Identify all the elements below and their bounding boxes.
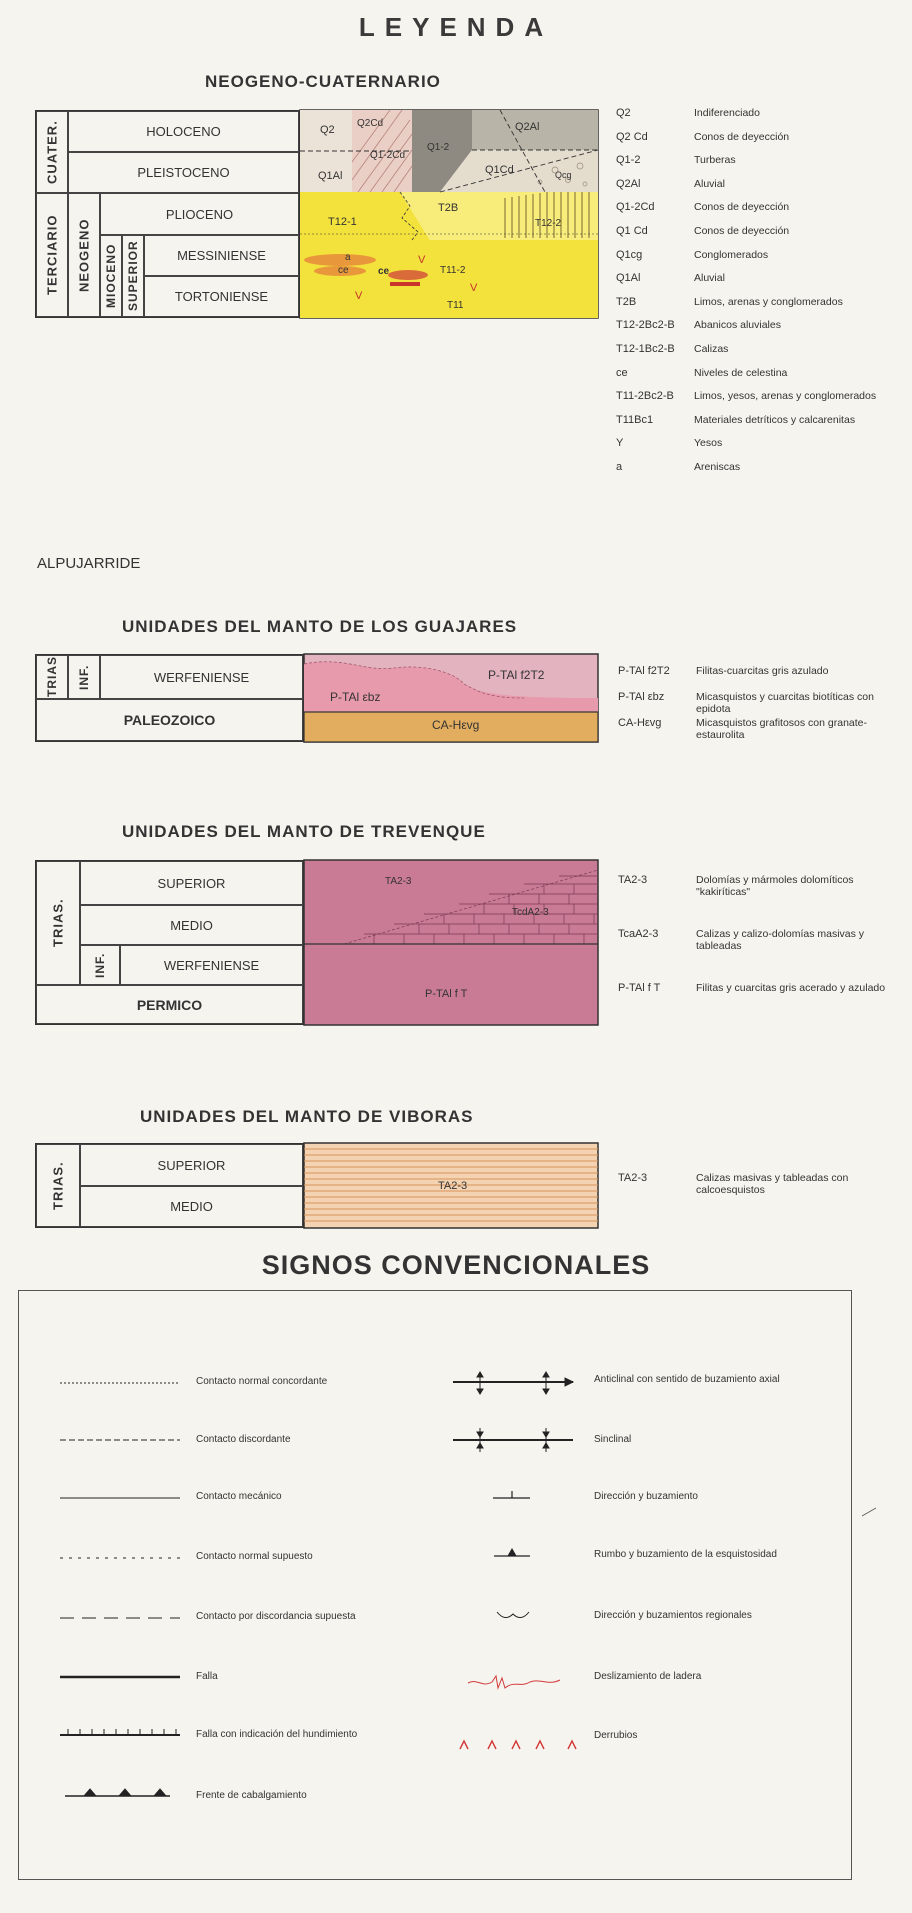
trevenque-superior: SUPERIOR [80, 861, 303, 905]
map-label-yesos-3: V [355, 290, 363, 302]
trevenque-inf: INF. [80, 945, 120, 985]
sym-sinclinal [453, 1428, 573, 1452]
trevenque-medio: MEDIO [80, 905, 303, 945]
map-label-ce-2: ce [378, 266, 390, 277]
neogeno-heading: NEOGENO-CUATERNARIO [205, 72, 441, 91]
signos-right-label: Sinclinal [594, 1434, 632, 1445]
guajares-paleozoico: PALEOZOICO [36, 699, 303, 741]
map-label-q2cd: Q2Cd [357, 118, 384, 129]
signos-right-label: Derrubios [594, 1730, 638, 1741]
neogeno-legend-text: Calizas [694, 343, 729, 355]
neogeno-legend-text: Yesos [694, 437, 723, 450]
trevenque-legend-text: Calizas y calizo-dolomías masivas y tableadas [696, 928, 865, 952]
trevenque-map-label-ptf: P-TAl f T [425, 988, 468, 1000]
viboras-trias: TRIAS. [36, 1144, 80, 1227]
neogeno-legend-text: Aluvial [694, 177, 725, 190]
neogeno-legend-symbol: T2B [616, 295, 637, 308]
map-label-t11: T11 [447, 300, 464, 311]
signos-right-label: Dirección y buzamiento [594, 1491, 698, 1502]
neogeno-legend-symbol: T11-2Bc2-B [616, 390, 674, 403]
signos-right-label: Dirección y buzamientos regionales [594, 1610, 752, 1621]
epoch-mioceno: MIOCENO [100, 235, 122, 317]
map-label-yesos-2: V [470, 282, 478, 294]
neogeno-legend-symbol: T11Bc1 [616, 413, 654, 426]
map-label-t2b: T2B [438, 202, 459, 214]
guajares-inf: INF. [68, 655, 100, 699]
alpujarride-label: ALPUJARRIDE [37, 555, 141, 572]
sym-frente-cabalgamiento [65, 1789, 170, 1796]
viboras-map-label: TA2-3 [438, 1180, 468, 1192]
guajares-map-label-ca: CA-Hεvg [432, 718, 480, 732]
neogeno-legend-symbol: Q1-2 [616, 154, 641, 167]
map-label-q2al: Q2Al [515, 121, 540, 133]
subepoch-superior: SUPERIOR [122, 235, 144, 317]
viboras-legend-text: Calizas masivas y tableadas con calcoesquistos [696, 1172, 849, 1196]
viboras-superior: SUPERIOR [80, 1144, 303, 1186]
map-label-a: a [345, 252, 351, 263]
map-label-ce: ce [338, 265, 349, 276]
neogeno-legend-text: Conglomerados [694, 248, 769, 261]
signos-right-label: Rumbo y buzamiento de la esquistosidad [594, 1549, 777, 1560]
sym-direccion-buzamiento [493, 1491, 530, 1498]
map-label-t12-2: T12-2 [535, 218, 562, 229]
neogeno-legend-symbol: Q1Al [616, 272, 641, 285]
trevenque-map-label-ta: TA2-3 [385, 876, 412, 887]
signos-right-label: Anticlinal con sentido de buzamiento axial [594, 1374, 780, 1385]
map-label-qcg: Qcg [555, 170, 572, 180]
trevenque-legend-text: Dolomías y mármoles dolomíticos "kakiríticas" [696, 874, 854, 898]
signos-left-label: Contacto discordante [196, 1434, 291, 1445]
guajares-legend-text: Micasquistos grafitosos con granate-estaurolita [696, 717, 867, 741]
guajares-werfeniense: WERFENIENSE [100, 655, 303, 699]
guajares-map-label-ptebz: P-TAl εbz [330, 690, 381, 704]
neogeno-legend-text: Conos de deyección [694, 225, 790, 237]
viboras-medio: MEDIO [80, 1186, 303, 1227]
guajares-legend-symbol: P-TAl εbz [618, 691, 665, 703]
trevenque-legend-symbol: TcaA2-3 [618, 928, 659, 940]
viboras-heading: UNIDADES DEL MANTO DE VIBORAS [140, 1107, 474, 1126]
signos-right-label: Deslizamiento de ladera [594, 1671, 702, 1682]
neogeno-legend-symbol: Q1 Cd [616, 225, 648, 237]
legend-title: LEYENDA [358, 12, 554, 42]
sym-buzamientos-regionales [497, 1612, 529, 1618]
map-label-t11-2: T11-2 [440, 265, 466, 276]
neogeno-legend-symbol: Q2 [616, 107, 631, 119]
guajares-heading: UNIDADES DEL MANTO DE LOS GUAJARES [122, 617, 518, 636]
sym-rumbo-esquistosidad [494, 1549, 530, 1556]
sym-anticlinal [453, 1372, 573, 1394]
neogeno-legend-symbol: T12-2Bc2-B [616, 319, 675, 332]
neogeno-legend-text: Limos, arenas y conglomerados [694, 295, 843, 308]
neogeno-legend-text: Aluvial [694, 272, 725, 285]
map-label-yesos: V [418, 254, 426, 266]
signos-left-label: Contacto normal concordante [196, 1376, 328, 1387]
neogeno-legend-text: Niveles de celestina [694, 366, 788, 379]
trevenque-werfeniense: WERFENIENSE [120, 945, 303, 985]
sym-deslizamiento-ladera [468, 1676, 560, 1688]
era-cuater: CUATER. [36, 111, 68, 193]
neogeno-legend-text: Indiferenciado [694, 107, 760, 119]
age-plioceno: PLIOCENO [100, 193, 299, 235]
neogeno-legend-text: Limos, yesos, arenas y conglomerados [694, 390, 877, 403]
trevenque-legend-symbol: TA2-3 [618, 874, 648, 886]
map-label-q2: Q2 [320, 124, 335, 136]
signos-left-label: Contacto por discordancia supuesta [196, 1611, 356, 1622]
neogeno-legend-text: Abanicos aluviales [694, 319, 781, 332]
neogeno-legend-text: Conos de deyección [694, 130, 790, 143]
neogeno-legend-symbol: Q2 Cd [616, 130, 648, 143]
neogeno-legend-symbol: a [616, 461, 623, 473]
trevenque-trias: TRIAS. [36, 861, 80, 985]
neogeno-legend-symbol: Y [616, 437, 624, 450]
neogeno-legend-symbol: Q1-2Cd [616, 201, 655, 214]
signos-left-label: Contacto mecánico [196, 1491, 282, 1502]
sym-falla-hundimiento [60, 1729, 180, 1735]
neogeno-legend-symbol: Q1cg [616, 248, 643, 261]
trevenque-heading: UNIDADES DEL MANTO DE TREVENQUE [122, 822, 486, 841]
trevenque-legend-text: Filitas y cuarcitas gris acerado y azulado [696, 982, 886, 994]
age-messiniense: MESSINIENSE [144, 235, 299, 276]
map-label-t12-1: T12-1 [328, 216, 357, 228]
neogeno-legend-symbol: ce [616, 366, 628, 379]
age-pleistoceno: PLEISTOCENO [68, 152, 299, 193]
viboras-legend-symbol: TA2-3 [618, 1172, 648, 1184]
guajares-legend-text: Micasquistos y cuarcitas biotíticas con epidota [696, 691, 874, 715]
guajares-trias: TRIAS [36, 655, 68, 699]
sym-derrubios [460, 1741, 576, 1749]
period-neogeno: NEOGENO [68, 193, 100, 317]
map-label-q1al: Q1Al [318, 170, 343, 182]
neogeno-legend-text: Turberas [694, 154, 736, 167]
guajares-map-label-ptf: P-TAl f2T2 [488, 668, 545, 682]
signos-left-label: Frente de cabalgamiento [196, 1790, 307, 1801]
neogeno-legend-symbol: T12-1Bc2-B [616, 343, 675, 355]
trevenque-permico: PERMICO [36, 985, 303, 1024]
neogeno-legend-text: Areniscas [694, 461, 741, 473]
signos-heading: SIGNOS CONVENCIONALES [261, 1250, 651, 1280]
signos-left-label: Falla [196, 1671, 218, 1682]
guajares-legend-text: Filitas-cuarcitas gris azulado [696, 665, 829, 677]
trevenque-legend-symbol: P-TAl f T [618, 982, 661, 994]
map-label-q1-2: Q1-2 [427, 142, 450, 153]
map-label-q1cd: Q1Cd [485, 164, 514, 176]
guajares-legend-symbol: P-TAl f2T2 [618, 665, 670, 677]
neogeno-legend-symbol: Q2Al [616, 177, 641, 190]
age-holoceno: HOLOCENO [68, 111, 299, 152]
age-tortoniense: TORTONIENSE [144, 276, 299, 317]
neogeno-legend-text: Materiales detríticos y calcarenitas [694, 413, 856, 426]
trevenque-map-label-tcd: TcdA2-3 [512, 907, 549, 918]
era-terciario: TERCIARIO [36, 193, 68, 317]
signos-left-label: Falla con indicación del hundimiento [196, 1729, 358, 1740]
guajares-legend-symbol: CA-Hεvg [618, 717, 662, 729]
signos-left-label: Contacto normal supuesto [196, 1551, 313, 1562]
neogeno-legend-text: Conos de deyección [694, 201, 790, 214]
map-label-q1-2cd: Q1-2Cd [370, 150, 406, 161]
